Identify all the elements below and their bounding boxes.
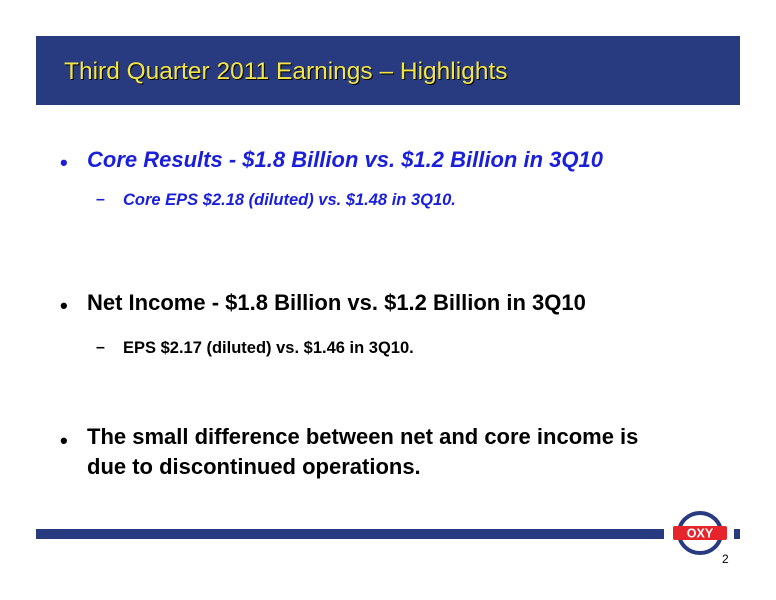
sub-bullet-marker: – [96,339,105,356]
logo-text: OXY [686,526,714,541]
footer-bar-end [734,529,740,539]
title-bar [36,36,740,105]
bullet-marker: • [60,428,68,453]
sub-bullet-core-eps: Core EPS $2.18 (diluted) vs. $1.48 in 3Q10. [123,191,456,209]
sub-bullet-marker: – [96,191,105,208]
bullet-marker: • [60,293,68,318]
bullet-net-income: Net Income - $1.8 Billion vs. $1.2 Billion in 3Q10 [87,290,586,315]
page-number: 2 [722,552,729,566]
bullet-core-results: Core Results - $1.8 Billion vs. $1.2 Billion in 3Q10 [87,147,603,172]
bullet-difference-line-1: The small difference between net and core income is [87,424,639,449]
footer-bar [36,529,664,539]
bullet-marker: • [60,150,68,175]
sub-bullet-eps: EPS $2.17 (diluted) vs. $1.46 in 3Q10. [123,339,414,357]
bullet-difference-line-2: due to discontinued operations. [87,454,421,479]
oxy-logo [670,509,730,557]
slide-title: Third Quarter 2011 Earnings – Highlights [64,58,508,85]
